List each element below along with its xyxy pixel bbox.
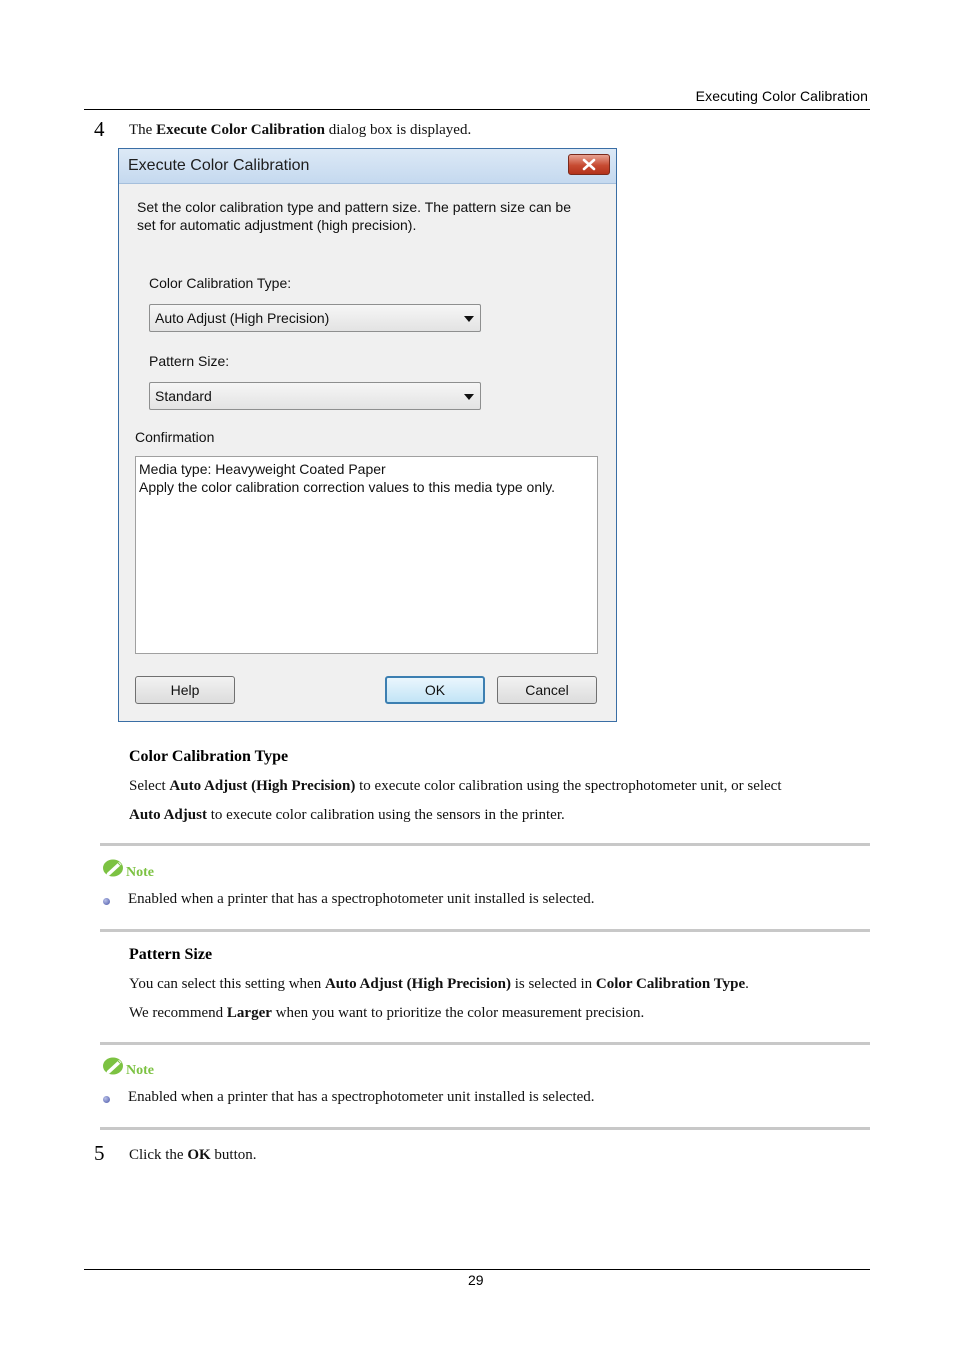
dialog-body [119, 184, 616, 721]
close-icon [582, 158, 596, 171]
header-rule [84, 109, 870, 110]
calibration-p2-a: Auto Adjust [129, 807, 207, 823]
note-2-text: Enabled when a printer that has a spectrophotometer unit installed is selected. [128, 1089, 595, 1105]
pattern-paragraph-line-2 [129, 1005, 644, 1022]
footer-rule [84, 1269, 870, 1270]
confirmation-label: Confirmation [135, 429, 215, 445]
step-5-text [129, 1147, 257, 1164]
page-number: 29 [468, 1272, 484, 1288]
note-1-text: Enabled when a printer that has a spectrophotometer unit installed is selected. [128, 891, 595, 907]
step-4-text-bold: Execute Color Calibration [156, 122, 325, 138]
dialog-titlebar [119, 149, 616, 184]
dialog-description-line-1: Set the color calibration type and pattern size. The pattern size can be [137, 199, 571, 215]
calibration-paragraph-line-2 [129, 807, 565, 824]
note-pencil-icon [102, 858, 126, 878]
pattern-p2-b: Larger [226, 1005, 272, 1021]
note-1-bottom-rule [100, 929, 870, 932]
note-1-label: Note [126, 865, 154, 880]
pattern-paragraph-line-1 [129, 976, 749, 993]
calibration-p1-c: to execute color calibration using the spectrophotometer unit, or select [355, 778, 782, 794]
chevron-down-icon [464, 316, 474, 322]
confirmation-line-2: Apply the color calibration correction values to this media type only. [139, 479, 556, 495]
ok-button[interactable]: OK [385, 676, 485, 704]
calibration-type-select[interactable] [149, 304, 481, 332]
step-number-4: 4 [94, 117, 105, 141]
dialog-description-line-2: set for automatic adjustment (high precision). [137, 217, 417, 233]
pattern-p1-b: Auto Adjust (High Precision) [324, 976, 511, 992]
note-2-top-rule [100, 1042, 870, 1045]
pattern-p1-e: . [745, 976, 749, 992]
pattern-p1-a: You can select this setting when [129, 976, 325, 992]
calibration-p2-b: to execute color calibration using the sensors in the printer. [206, 807, 565, 823]
pattern-p1-c: is selected in [510, 976, 596, 992]
bullet-icon [103, 898, 110, 905]
step-5-text-post: button. [210, 1147, 257, 1163]
dialog-title: Execute Color Calibration [128, 157, 310, 174]
close-button[interactable] [568, 154, 610, 175]
running-header: Executing Color Calibration [695, 88, 868, 104]
note-1-top-rule [100, 843, 870, 846]
bullet-icon [103, 1096, 110, 1103]
calibration-paragraph-line-1 [129, 778, 782, 795]
step-5-text-pre: Click the [129, 1147, 188, 1163]
pattern-p2-a: We recommend [129, 1005, 227, 1021]
pattern-p1-d: Color Calibration Type [595, 976, 746, 992]
calibration-type-value: Auto Adjust (High Precision) [155, 310, 330, 326]
help-button[interactable]: Help [135, 676, 235, 704]
cancel-button[interactable]: Cancel [497, 676, 597, 704]
step-4-text-post: dialog box is displayed. [324, 122, 472, 138]
chevron-down-icon [464, 394, 474, 400]
step-number-5: 5 [94, 1141, 105, 1165]
note-2-bottom-rule [100, 1127, 870, 1130]
note-pencil-icon [102, 1056, 126, 1076]
note-2-label: Note [126, 1063, 154, 1078]
calibration-p1-a: Select [129, 778, 170, 794]
calibration-type-label: Color Calibration Type: [149, 275, 292, 291]
pattern-size-select[interactable] [149, 382, 481, 410]
dialog-description [137, 198, 607, 234]
step-5-text-bold: OK [187, 1147, 211, 1163]
confirmation-line-1: Media type: Heavyweight Coated Paper [139, 461, 386, 477]
pattern-size-value: Standard [155, 388, 212, 404]
confirmation-textbox[interactable] [135, 456, 598, 654]
step-4-text-pre: The [129, 122, 157, 138]
calibration-p1-b: Auto Adjust (High Precision) [169, 778, 356, 794]
section-title-pattern-size: Pattern Size [129, 946, 213, 963]
execute-color-calibration-dialog [118, 148, 617, 722]
pattern-size-label: Pattern Size: [149, 353, 230, 369]
step-4-text [129, 122, 471, 139]
pattern-p2-c: when you want to prioritize the color measurement precision. [271, 1005, 645, 1021]
section-title-calibration-type: Color Calibration Type [129, 748, 289, 765]
